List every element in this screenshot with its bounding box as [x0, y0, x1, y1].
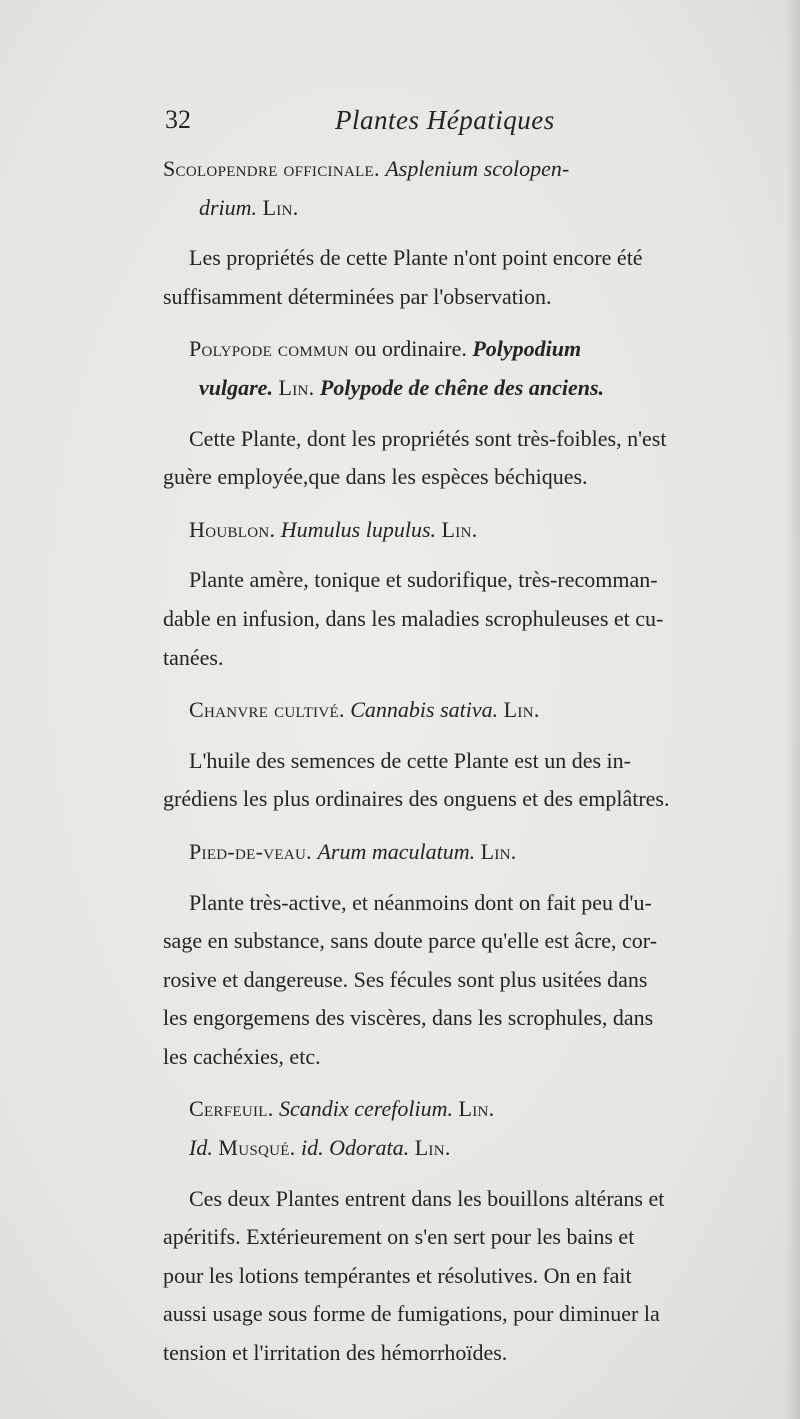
entry-description: Plante amère, tonique et sudorifique, très-recomman- dable en infusion, dans les maladies scrophuleuses et cu- tanées. — [163, 567, 664, 670]
entry-heading-cont: vulgare. Lin. Polypode de chêne des anciens. — [199, 374, 605, 400]
entry-cerfeuil — [163, 1090, 738, 1372]
page-body — [163, 150, 738, 1373]
entry-heading: Cerfeuil. Scandix cerefolium. Lin. — [189, 1096, 495, 1122]
entry-description: L'huile des semences de cette Plante est un des in- grédiens les plus ordinaires des onguens et des emplâtres. — [163, 747, 670, 812]
entry-polypode — [163, 330, 738, 496]
entry-description: Ces deux Plantes entrent dans les bouillons altérans et apéritifs. Extérieurement on s'en sert pour les bains et pour les lotions tempérantes et résolutives. On en fait aussi usage sous forme de fumigations, pour diminuer la tension et l'irritation des hémorrhoïdes. — [163, 1185, 665, 1366]
entry-description: Les propriétés de cette Plante n'ont point encore été suffisamment déterminées par l'observation. — [163, 245, 643, 309]
entry-heading: Chanvre cultivé. Cannabis sativa. Lin. — [189, 697, 540, 723]
running-title: Plantes Hépatiques — [335, 105, 555, 135]
entry-heading: Pied-de-veau. Arum maculatum. Lin. — [189, 838, 517, 864]
entry-description: Plante très-active, et néanmoins dont on fait peu d'u- sage en substance, sans doute parce qu'elle est âcre, cor- rosive et dangereuse. Ses fécules sont plus usitées dans les engorgemens des viscères, dans les scrophules, dans les cachéxies, etc. — [163, 889, 658, 1069]
entry-subheading: Id. Musqué. id. Odorata. Lin. — [189, 1135, 451, 1161]
entry-heading-cont: drium. Lin. — [199, 194, 299, 220]
entry-pied-de-veau — [163, 833, 738, 1077]
entry-houblon — [163, 511, 738, 677]
entry-heading: Polypode commun ou ordinaire. Polypodium — [189, 336, 582, 362]
entry-heading: Scolopendre officinale. Asplenium scolopen- — [163, 156, 570, 181]
entry-scolopendre — [163, 150, 738, 316]
entry-chanvre — [163, 691, 738, 819]
entry-heading: Houblon. Humulus lupulus. Lin. — [189, 516, 478, 542]
entry-description: Cette Plante, dont les propriétés sont très-foibles, n'est guère employée,que dans les espèces béchiques. — [163, 425, 667, 490]
page-edge-shadow — [786, 0, 800, 1419]
page-number: 32 — [165, 105, 191, 134]
page-header — [165, 100, 645, 140]
